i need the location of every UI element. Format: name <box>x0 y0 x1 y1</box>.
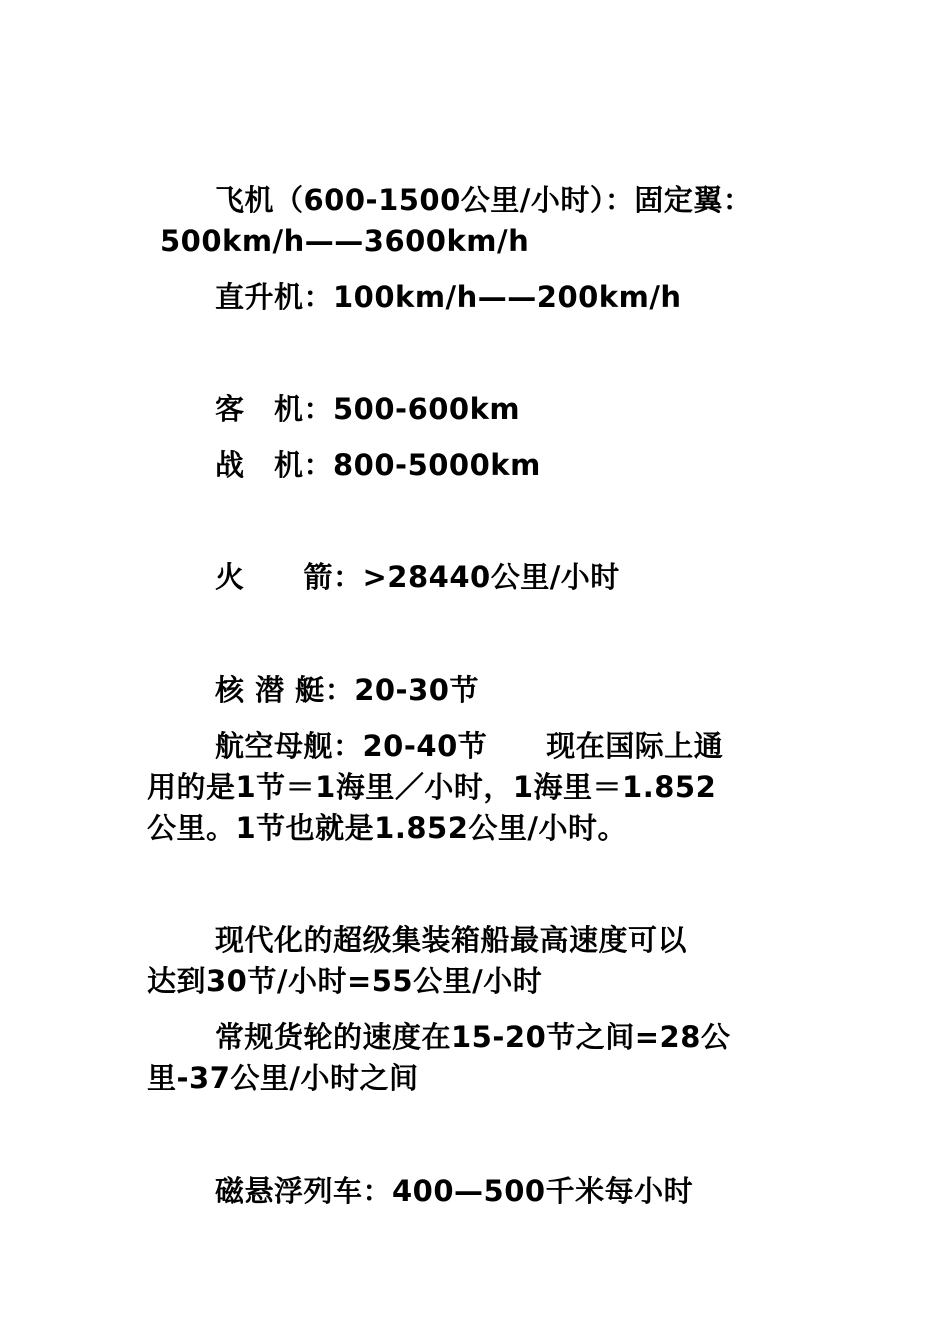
text-line-knot-definition: 用的是1节＝1海里／小时，1海里＝1.852 <box>147 770 717 804</box>
text-line-maglev: 磁悬浮列车：400—500千米每小时 <box>215 1174 694 1208</box>
text-line-aircraft-carrier: 航空母舰：20-40节 现在国际上通 <box>215 729 724 763</box>
text-line-helicopter: 直升机：100km/h——200km/h <box>215 280 682 314</box>
text-line-nuclear-submarine: 核 潜 艇：20-30节 <box>215 673 479 707</box>
text-line-aircraft: 飞机（600-1500公里/小时）：固定翼： <box>215 183 753 217</box>
text-line-fighter: 战 机：800-5000km <box>215 448 541 482</box>
text-line-cargo-ship: 常规货轮的速度在15-20节之间=28公 <box>215 1020 731 1054</box>
text-line-rocket: 火 箭：>28440公里/小时 <box>215 560 620 594</box>
text-line-passenger-plane: 客 机：500-600km <box>215 392 521 426</box>
text-line-fixed-wing-speed: 500km/h——3600km/h <box>160 224 530 258</box>
text-line-knot-conversion: 公里。1节也就是1.852公里/小时。 <box>147 811 628 845</box>
text-line-container-ship: 现代化的超级集装箱船最高速度可以 <box>215 923 688 957</box>
text-line-container-ship-speed: 达到30节/小时=55公里/小时 <box>147 964 543 998</box>
text-line-cargo-ship-speed: 里-37公里/小时之间 <box>147 1061 419 1095</box>
